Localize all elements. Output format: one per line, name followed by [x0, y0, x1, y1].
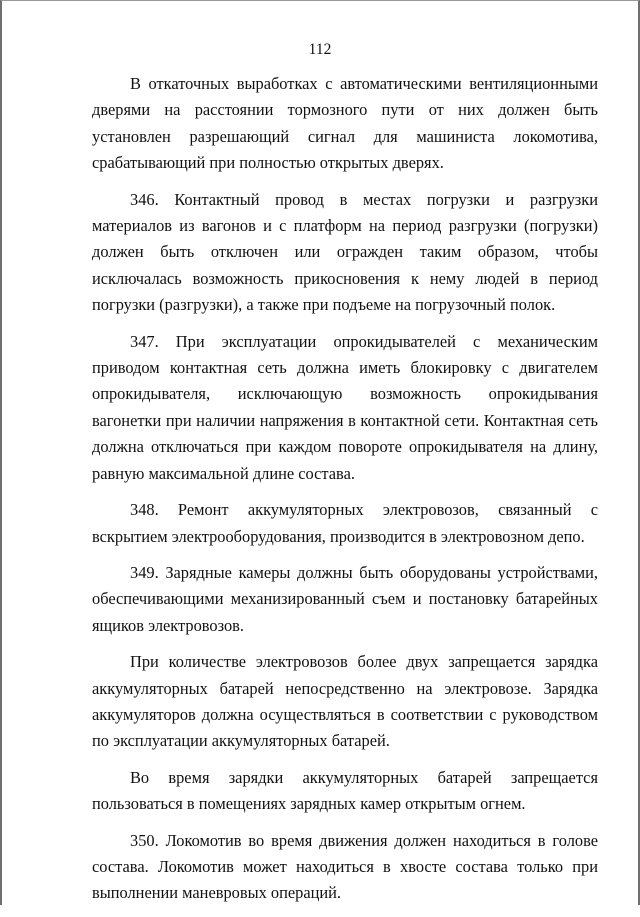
paragraph-346: 346. Контактный провод в местах погрузки и разгрузки материалов из вагонов и с платформ на период разгрузки (погрузки) должен быть отключен или огражден таким образом, чтобы исключалась возможность прикосновения к нему людей в период погрузки (разгрузки), а также при подъеме на погрузочный полок.: [92, 189, 598, 315]
page-number: 112: [308, 41, 332, 58]
paragraph-347: 347. При эксплуатации опрокидывателей с механическим приводом контактная сеть должна иметь блокировку с двигателем опрокидывателя, исключающую возможность опрокидывания вагонетки при наличии напряжения в контактной сети. Контактная сеть должна отключаться при каждом повороте опрокидывателя на длину, равную максимальной длине состава.: [92, 331, 598, 483]
paragraph-ventilation-doors: В откаточных выработках с автоматическими вентиляционными дверями на расстоянии тормозного пути от них должен быть установлен разрешающий сигнал для машиниста локомотива, срабатывающий при полностью открытых дверях.: [92, 74, 598, 173]
paragraph-349-charging-limit: При количестве электровозов более двух запрещается зарядка аккумуляторных батарей непосредственно на электровозе. Зарядка аккумуляторов должна осуществляться в соответствии с руководством по эксплуатации аккумуляторных батарей.: [92, 652, 598, 751]
paragraph-348: 348. Ремонт аккумуляторных электровозов, связанный с вскрытием электрооборудования, производится в электровозном депо.: [92, 500, 598, 546]
paragraph-349-open-fire: Во время зарядки аккумуляторных батарей запрещается пользоваться в помещениях зарядных камер открытым огнем.: [92, 767, 598, 814]
document-body: [92, 71, 598, 917]
paragraph-350: 350. Локомотив во время движения должен находиться в голове состава. Локомотив может находиться в хвосте состава только при выполнении маневровых операций.: [92, 830, 598, 903]
paragraph-349: 349. Зарядные камеры должны быть оборудованы устройствами, обеспечивающими механизированный съем и постановку батарейных ящиков электровозов.: [92, 562, 598, 635]
